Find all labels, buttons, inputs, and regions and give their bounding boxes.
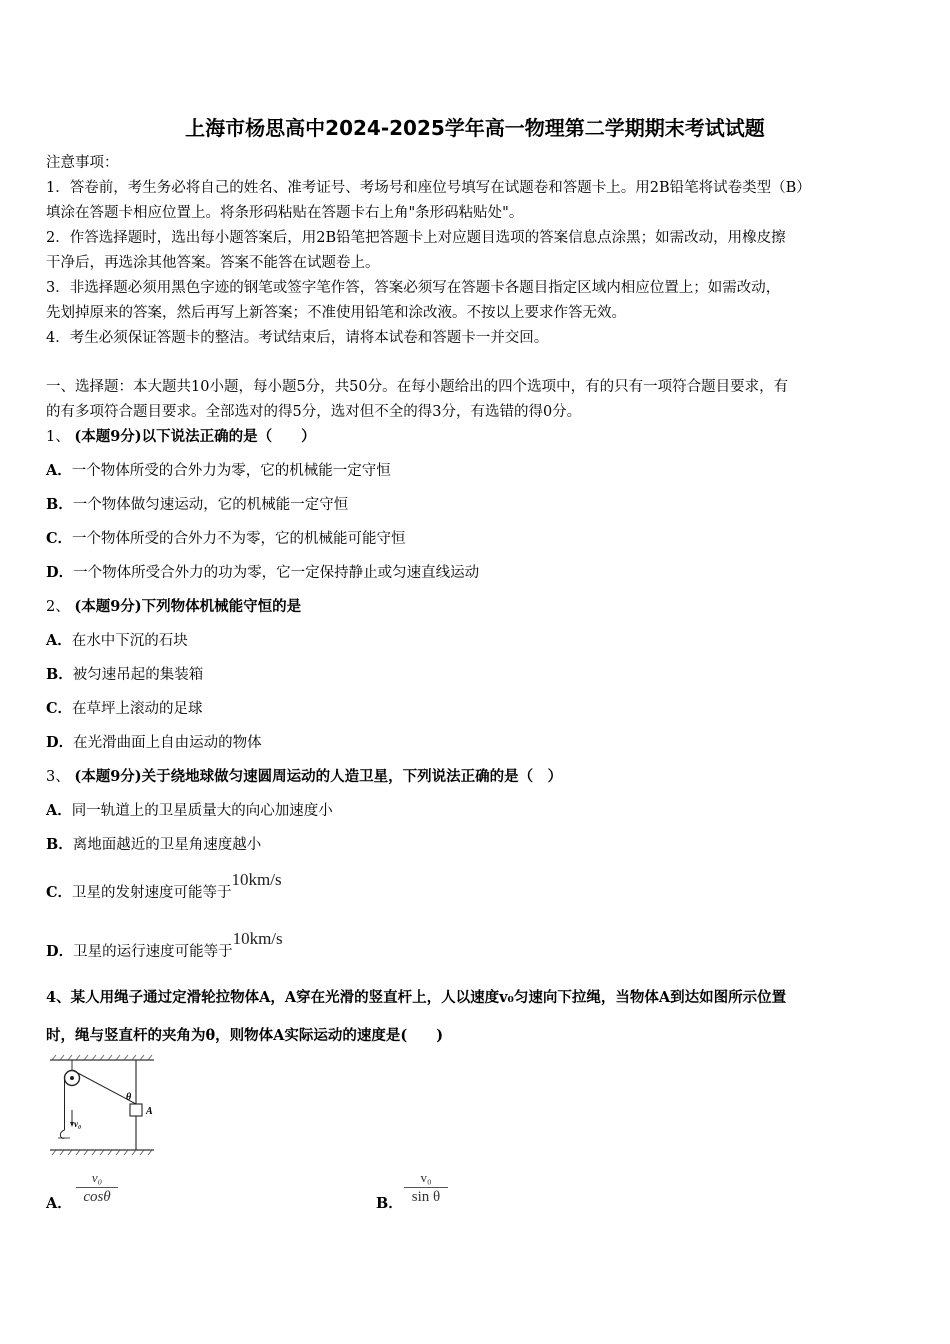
notice-line: 干净后，再选涂其他答案。答案不能答在试题卷上。	[46, 255, 380, 271]
question-4-stem: 4、某人用绳子通过定滑轮拉物体A，A穿在光滑的竖直杆上，人以速度v₀匀速向下拉绳，当物体A到达如图所示位置	[46, 989, 787, 1006]
notice-line: 2．作答选择题时，选出每小题答案后，用2B铅笔把答题卡上对应题目选项的答案信息点涂黑；如需改动，用橡皮擦	[46, 230, 786, 246]
question-2-option-d[interactable]	[46, 733, 262, 753]
question-1-option-a[interactable]	[46, 461, 391, 481]
question-1-option-b[interactable]	[46, 495, 348, 515]
question-1-option-d[interactable]	[46, 563, 479, 583]
option-letter: D．	[46, 943, 74, 960]
fraction-bar	[404, 1187, 448, 1188]
fraction-formula	[404, 1170, 448, 1206]
question-text: (本题9分)关于绕地球做匀速圆周运动的人造卫星，下列说法正确的是（ ）	[74, 768, 563, 785]
notice-heading: 注意事项：	[46, 155, 119, 171]
option-text: 在草坪上滚动的足球	[72, 701, 203, 717]
option-text: 在光滑曲面上自由运动的物体	[73, 735, 262, 751]
question-2-stem	[46, 597, 301, 617]
option-letter: B．	[46, 496, 73, 513]
section-instructions: 的有多项符合题目要求。全部选对的得5分，选对但不全的得3分，有选错的得0分。	[46, 404, 582, 420]
section-instructions: 一、选择题：本大题共10小题，每小题5分，共50分。在每小题给出的四个选项中，有的只有一项符合题目要求，有	[46, 379, 789, 395]
option-letter: C．	[46, 530, 73, 547]
notice-line: 填涂在答题卡相应位置上。将条形码粘贴在答题卡右上角"条形码粘贴处"。	[46, 205, 524, 221]
question-1-stem	[46, 427, 316, 447]
option-text: 卫星的运行速度可能等于	[73, 944, 233, 960]
velocity-label: v₀	[74, 1119, 82, 1129]
option-text: 一个物体所受合外力的功为零，它一定保持静止或匀速直线运动	[73, 565, 480, 581]
question-3-option-c[interactable]	[46, 870, 282, 903]
question-1-option-c[interactable]	[46, 529, 406, 549]
fraction-denominator: sin θ	[411, 1189, 441, 1205]
question-3-option-d[interactable]	[46, 929, 283, 962]
notice-line: 4．考生必须保证答题卡的整洁。考试结束后，请将本试卷和答题卡一并交回。	[46, 330, 549, 346]
question-4-option-a[interactable]	[46, 1194, 72, 1214]
question-number: 2、	[46, 599, 70, 615]
option-text: 一个物体所受的合外力为零，它的机械能一定守恒	[71, 463, 391, 479]
question-3-stem	[46, 767, 562, 787]
question-4-stem: 时，绳与竖直杆的夹角为θ，则物体A实际运动的速度是( )	[46, 1027, 444, 1044]
notice-line: 3．非选择题必须用黑色字迹的钢笔或签字笔作答，答案必须写在答题卡各题目指定区域内相应位置上；如需改动，	[46, 280, 781, 296]
option-letter: A．	[46, 462, 72, 479]
option-text: 一个物体做匀速运动，它的机械能一定守恒	[72, 497, 349, 513]
theta-label: θ	[126, 1092, 132, 1103]
fraction-numerator: v₀	[420, 1170, 432, 1185]
option-text: 同一轨道上的卫星质量大的向心加速度小	[71, 803, 333, 819]
speed-formula: 10km/s	[232, 929, 283, 948]
fraction-bar	[76, 1187, 118, 1188]
option-text: 在水中下沉的石块	[71, 633, 188, 649]
notice-line: 先划掉原来的答案，然后再写上新答案；不准使用铅笔和涂改液。不按以上要求作答无效。	[46, 305, 626, 321]
question-2-option-b[interactable]	[46, 665, 203, 685]
question-number: 1、	[46, 429, 70, 445]
pulley-diagram	[46, 1054, 158, 1158]
option-text: 被匀速吊起的集装箱	[72, 667, 204, 683]
speed-formula: 10km/s	[231, 870, 282, 889]
fraction-formula	[76, 1170, 118, 1206]
option-letter: D．	[46, 564, 74, 581]
page-title: 上海市杨思高中2024-2025学年高一物理第二学期期末考试试题	[185, 116, 765, 140]
question-2-option-c[interactable]	[46, 699, 203, 719]
question-3-option-b[interactable]	[46, 835, 261, 855]
option-letter: B．	[46, 666, 73, 683]
option-letter: C．	[46, 884, 73, 901]
question-text: (本题9分)以下说法正确的是（ ）	[74, 428, 316, 445]
fraction-denominator: cosθ	[83, 1189, 111, 1205]
option-letter: A．	[46, 1195, 72, 1212]
option-text: 离地面越近的卫星角速度越小	[72, 837, 262, 853]
block-label: A	[146, 1106, 153, 1117]
option-letter: D．	[46, 734, 74, 751]
option-letter: A．	[46, 632, 72, 649]
option-text: 一个物体所受的合外力不为零，它的机械能可能守恒	[72, 531, 406, 547]
question-3-option-a[interactable]	[46, 801, 333, 821]
option-letter: C．	[46, 700, 73, 717]
option-letter: A．	[46, 802, 72, 819]
option-letter: B．	[46, 836, 73, 853]
question-number: 3、	[46, 769, 70, 785]
fraction-numerator: v₀	[91, 1170, 103, 1185]
question-text: (本题9分)下列物体机械能守恒的是	[74, 598, 302, 615]
option-text: 卫星的发射速度可能等于	[72, 885, 232, 901]
question-4-option-b[interactable]	[376, 1194, 403, 1214]
option-letter: B．	[376, 1195, 403, 1212]
question-2-option-a[interactable]	[46, 631, 188, 651]
notice-line: 1．答卷前，考生务必将自己的姓名、准考证号、考场号和座位号填写在试题卷和答题卡上。用2B铅笔将试卷类型（B）	[46, 180, 811, 196]
